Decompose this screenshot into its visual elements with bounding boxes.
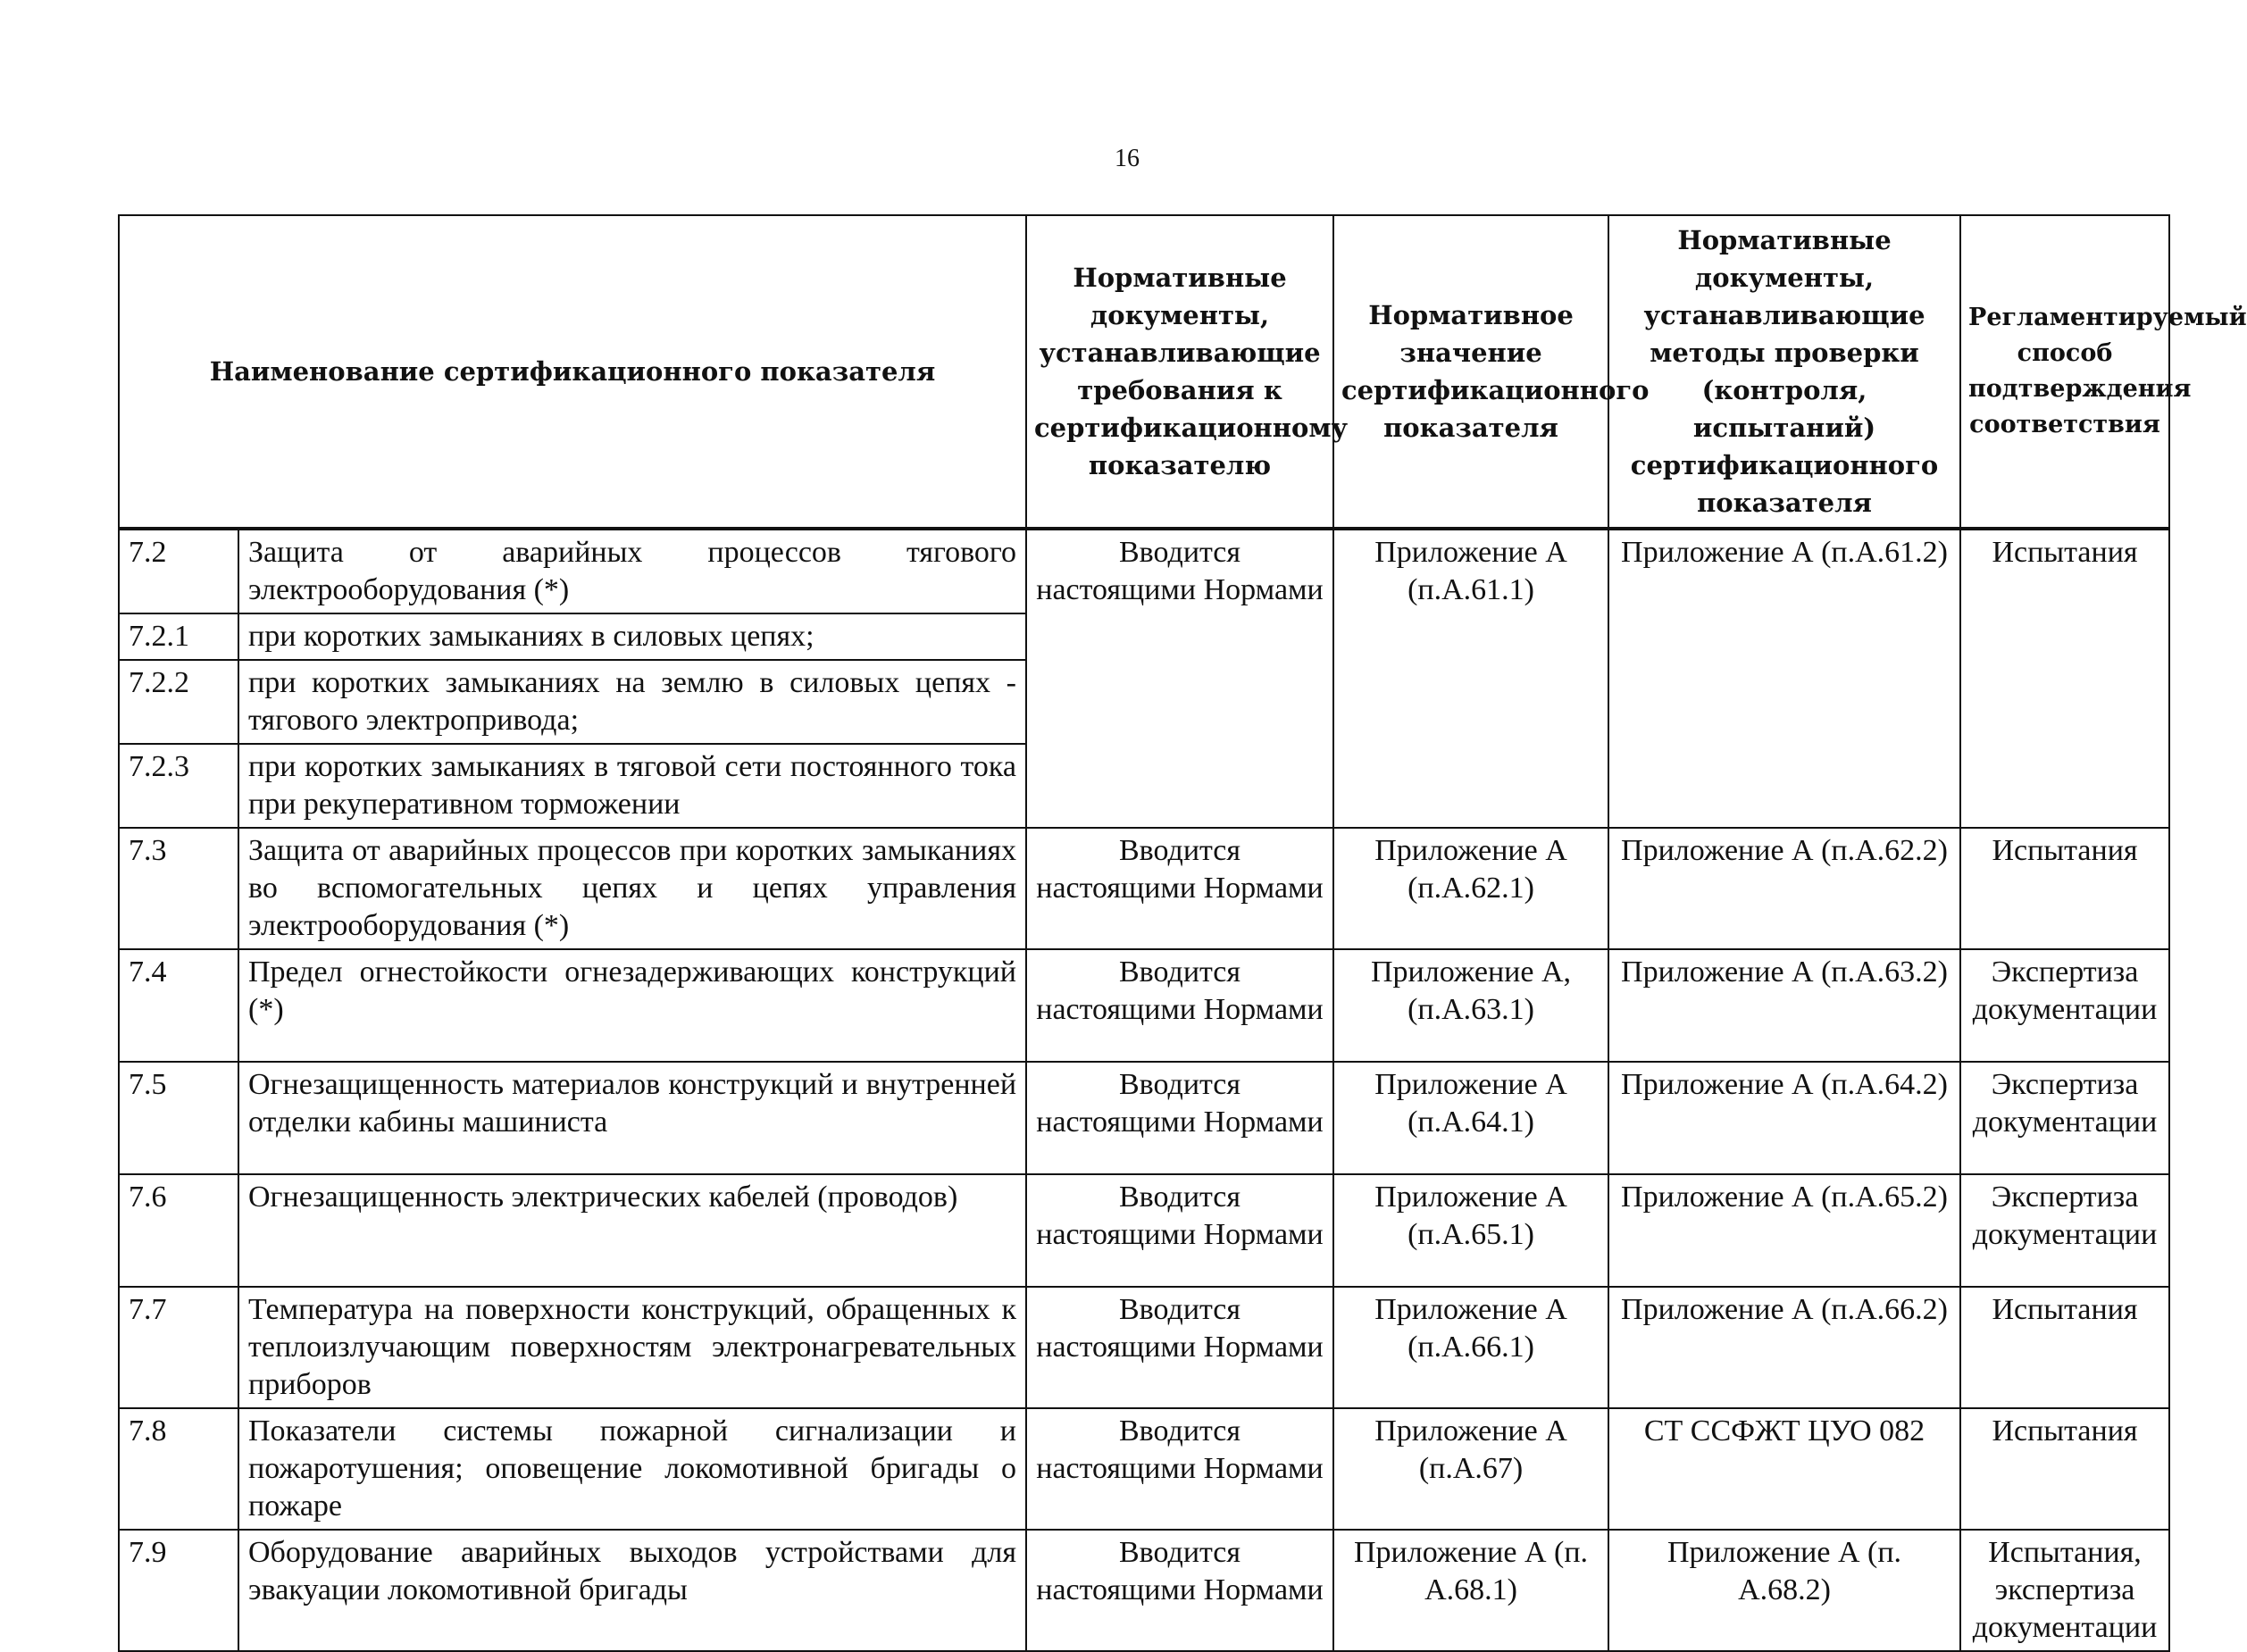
row-number: 7.2.2 (119, 660, 238, 744)
row-number: 7.9 (119, 1530, 238, 1651)
header-confirm: Регламентируемый способ подтверждения соответствия (1960, 215, 2169, 529)
row-number: 7.4 (119, 949, 238, 1062)
row-name: Огнезащищенность материалов конструкций и внутренней отделки кабины машиниста (238, 1062, 1026, 1174)
table-row (119, 529, 2169, 613)
row-confirm: Экспертиза документации (1960, 949, 2169, 1062)
table-row (119, 1287, 2169, 1408)
row-methods: Приложение А (п.А.66.2) (1608, 1287, 1960, 1408)
row-name: Предел огнестойкости огнезадерживающих конструкций (*) (238, 949, 1026, 1062)
row-value: Приложение А (п.А.66.1) (1333, 1287, 1608, 1408)
row-number: 7.2.3 (119, 744, 238, 828)
table-row (119, 1530, 2169, 1651)
row-methods: Приложение А (п.А.61.2) (1608, 529, 1960, 828)
row-methods: Приложение А (п. А.68.2) (1608, 1530, 1960, 1651)
row-docs: Вводится настоящими Нормами (1026, 1530, 1333, 1651)
row-number: 7.2 (119, 529, 238, 613)
row-confirm: Испытания (1960, 1408, 2169, 1530)
table-row (119, 1174, 2169, 1287)
row-docs: Вводится настоящими Нормами (1026, 1287, 1333, 1408)
table-row (119, 949, 2169, 1062)
row-docs: Вводится настоящими Нормами (1026, 1408, 1333, 1530)
row-number: 7.6 (119, 1174, 238, 1287)
row-number: 7.7 (119, 1287, 238, 1408)
row-value: Приложение А (п.А.62.1) (1333, 828, 1608, 949)
row-methods: Приложение А (п.А.63.2) (1608, 949, 1960, 1062)
header-name: Наименование сертификационного показателя (119, 215, 1026, 529)
row-value: Приложение А (п.А.64.1) (1333, 1062, 1608, 1174)
row-name: Огнезащищенность электрических кабелей (проводов) (238, 1174, 1026, 1287)
row-confirm: Испытания (1960, 1287, 2169, 1408)
row-methods: Приложение А (п.А.62.2) (1608, 828, 1960, 949)
row-name: Защита от аварийных процессов тягового электрооборудования (*) (238, 529, 1026, 613)
row-docs: Вводится настоящими Нормами (1026, 1062, 1333, 1174)
row-number: 7.5 (119, 1062, 238, 1174)
row-name: Температура на поверхности конструкций, обращенных к теплоизлучающим поверхностям электронагревательных приборов (238, 1287, 1026, 1408)
row-docs: Вводится настоящими Нормами (1026, 828, 1333, 949)
certification-table (118, 214, 2247, 1652)
row-methods: Приложение А (п.А.65.2) (1608, 1174, 1960, 1287)
row-name: Защита от аварийных процессов при коротких замыканиях во вспомогательных цепях и цепях управления электрооборудования (*) (238, 828, 1026, 949)
table-header (119, 215, 2247, 529)
row-name: Показатели системы пожарной сигнализации и пожаротушения; оповещение локомотивной бригады о пожаре (238, 1408, 1026, 1530)
row-value: Приложение А (п.А.61.1) (1333, 529, 1608, 828)
row-name: Оборудование аварийных выходов устройствами для эвакуации локомотивной бригады (238, 1530, 1026, 1651)
table-row (119, 1408, 2169, 1530)
row-value: Приложение А (п. А.68.1) (1333, 1530, 1608, 1651)
page-number: 16 (1115, 145, 1140, 172)
row-number: 7.2.1 (119, 613, 238, 660)
header-docs: Нормативные документы, устанавливающие требования к сертификационному показателю (1026, 215, 1333, 529)
row-name: при коротких замыканиях на землю в силовых цепях - тягового электропривода; (238, 660, 1026, 744)
header-value: Нормативное значение сертификационного показателя (1333, 215, 1608, 529)
row-confirm: Испытания (1960, 529, 2169, 828)
row-number: 7.8 (119, 1408, 238, 1530)
header-methods: Нормативные документы, устанавливающие методы проверки (контроля, испытаний) сертификационного показателя (1608, 215, 1960, 529)
row-value: Приложение А (п.А.65.1) (1333, 1174, 1608, 1287)
row-value: Приложение А (п.А.67) (1333, 1408, 1608, 1530)
table-row (119, 1062, 2169, 1174)
table-row (119, 828, 2169, 949)
row-value: Приложение А, (п.А.63.1) (1333, 949, 1608, 1062)
row-methods: Приложение А (п.А.64.2) (1608, 1062, 1960, 1174)
row-name: при коротких замыканиях в силовых цепях; (238, 613, 1026, 660)
row-confirm: Испытания, экспертиза документации (1960, 1530, 2169, 1651)
row-confirm: Экспертиза документации (1960, 1174, 2169, 1287)
row-docs: Вводится настоящими Нормами (1026, 529, 1333, 828)
row-name: при коротких замыканиях в тяговой сети постоянного тока при рекуперативном торможении (238, 744, 1026, 828)
row-docs: Вводится настоящими Нормами (1026, 1174, 1333, 1287)
row-methods: СТ ССФЖТ ЦУО 082 (1608, 1408, 1960, 1530)
row-number: 7.3 (119, 828, 238, 949)
row-docs: Вводится настоящими Нормами (1026, 949, 1333, 1062)
row-confirm: Испытания (1960, 828, 2169, 949)
row-confirm: Экспертиза документации (1960, 1062, 2169, 1174)
